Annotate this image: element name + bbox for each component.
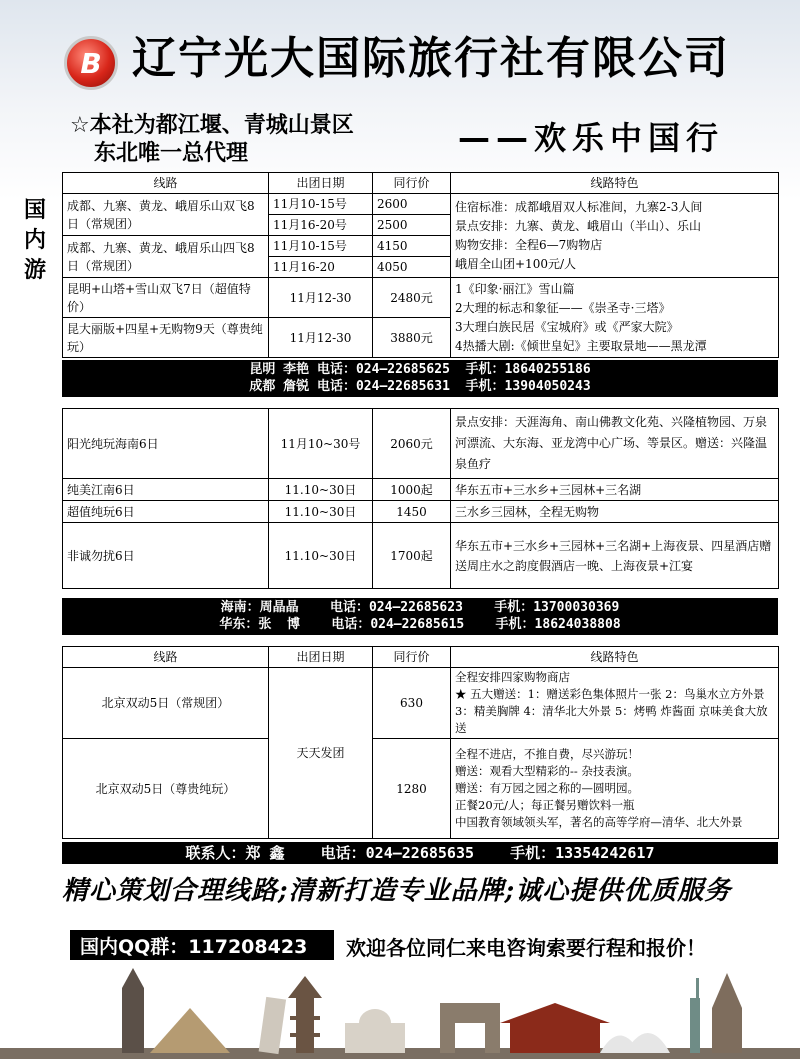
- pagoda-icon: [288, 976, 322, 1053]
- price-cell: 4150: [373, 236, 451, 257]
- agent-line-2: 东北唯一总代理: [94, 141, 249, 166]
- route-cell: 非诚勿扰6日: [63, 523, 269, 589]
- welcome-message: 欢迎各位同仁来电咨询索要行程和报价！: [346, 936, 706, 960]
- price-cell: 2060元: [373, 409, 451, 479]
- route-cell: 昆明+山塔+雪山双飞7日（超值特价）: [63, 278, 269, 318]
- date-cell: 11.10~30日: [269, 479, 373, 501]
- route-cell: 北京双动5日（尊贵纯玩）: [63, 739, 269, 839]
- feature-cell: 全程不进店，不推自费，尽兴游玩！ 赠送：观看大型精彩的-- 杂技表演。 赠送：有万园之园之称的—圆明园。 正餐20元/人；每正餐另赠饮料一瓶 中国教育领域领头军，著名的高等学府—清华、北大外景: [451, 739, 779, 839]
- col-header-date: 出团日期: [269, 173, 373, 194]
- feature-line: 峨眉全山团+100元/人: [455, 256, 577, 271]
- contact-line: 联系人：郑 鑫 电话：024—22685635 手机：13354242617: [185, 844, 655, 862]
- date-cell: 11月12-30: [269, 318, 373, 358]
- feature-cell: 华东五市+三水乡+三园林+三名湖+上海夜景、四星酒店赠送周庄水之韵度假酒店一晚、上海夜景+江宴: [451, 523, 779, 589]
- route-cell: 超值纯玩6日: [63, 501, 269, 523]
- feature-line: 购物安排：全程6—7购物店: [455, 237, 603, 252]
- feature-cell: 三水乡三园林，全程无购物: [451, 501, 779, 523]
- feature-line: 住宿标准：成都峨眉双人标准间，九寨2-3人间: [455, 199, 703, 214]
- contact-line: 海南：周晶晶 电话：024—22685623 手机：13700030369: [220, 600, 620, 615]
- col-header-feature: 线路特色: [451, 173, 779, 194]
- slogan: ——欢乐中国行: [458, 119, 725, 157]
- feature-line: 4热播大剧:《倾世皇妃》主要取景地——黑龙潭: [455, 338, 707, 353]
- col-header-route: 线路: [63, 647, 269, 668]
- feature-cell: 全程安排四家购物商店 ★ 五大赠送：1：赠送彩色集体照片一张 2：鸟巢水立方外景 3：精美胸牌 4：清华北大外景 5：烤鸭 炸酱面 京味美食大放送: [451, 668, 779, 739]
- route-cell: 北京双动5日（常规团）: [63, 668, 269, 739]
- domestic-tour-table-2: [62, 408, 779, 589]
- leaning-tower-icon: [259, 997, 286, 1054]
- statue-of-liberty-icon: [690, 978, 700, 1053]
- company-name: 辽宁光大国际旅行社有限公司: [132, 33, 730, 84]
- col-header-feature: 线路特色: [451, 647, 779, 668]
- arc-de-triomphe-icon: [440, 1003, 500, 1053]
- feature-cell: [451, 278, 779, 358]
- date-cell: 11月10-15号: [269, 236, 373, 257]
- price-cell: 3880元: [373, 318, 451, 358]
- date-cell: 11月12-30: [269, 278, 373, 318]
- price-cell: 2500: [373, 215, 451, 236]
- opera-house-icon: [600, 1033, 670, 1053]
- contact-bar-1: [62, 360, 778, 397]
- price-cell: 1000起: [373, 479, 451, 501]
- beijing-tour-table: [62, 646, 779, 839]
- pyramid-icon: [150, 1008, 230, 1053]
- cathedral-icon: [712, 973, 742, 1053]
- taj-mahal-icon: [345, 1009, 405, 1053]
- date-cell: 天天发团: [269, 668, 373, 839]
- route-cell: 成都、九寨、黄龙、峨眉乐山双飞8日（常规团）: [63, 194, 269, 236]
- col-header-price: 同行价: [373, 647, 451, 668]
- service-motto: 精心策划合理线路;清新打造专业品牌;诚心提供优质服务: [62, 876, 732, 906]
- feature-line: 2大理的标志和象征——《崇圣寺·三塔》: [455, 300, 671, 315]
- price-cell: 4050: [373, 257, 451, 278]
- company-logo: [64, 36, 118, 90]
- feature-line: 景点安排：九寨、黄龙、峨眉山（半山）、乐山: [455, 218, 702, 233]
- col-header-date: 出团日期: [269, 647, 373, 668]
- col-header-route: 线路: [63, 173, 269, 194]
- contact-line: 华东：张 博 电话：024—22685615 手机：18624038808: [219, 617, 621, 632]
- price-cell: 1280: [373, 739, 451, 839]
- route-cell: 昆大丽版+四星+无购物9天（尊贵纯玩）: [63, 318, 269, 358]
- date-cell: 11月16-20号: [269, 215, 373, 236]
- price-cell: 1700起: [373, 523, 451, 589]
- feature-cell: 华东五市+三水乡+三园林+三名湖: [451, 479, 779, 501]
- contact-line: 昆明 李艳 电话：024—22685625 手机：18640255186: [249, 362, 591, 377]
- agent-line-1: ☆本社为都江堰、青城山景区: [70, 113, 354, 138]
- big-ben-icon: [122, 968, 144, 1053]
- date-cell: 11.10~30日: [269, 501, 373, 523]
- feature-line: 3大理白族民居《宝城府》或《严家大院》: [455, 319, 679, 334]
- feature-cell: 景点安排：天涯海角、南山佛教文化苑、兴隆植物园、万泉河漂流、大东海、亚龙湾中心广场、等景区。赠送：兴隆温泉鱼疗: [451, 409, 779, 479]
- agent-notice: [70, 112, 450, 168]
- price-cell: 2600: [373, 194, 451, 215]
- route-cell: 纯美江南6日: [63, 479, 269, 501]
- qq-group-badge: 国内QQ群：117208423: [70, 930, 334, 960]
- feature-line: 1《印象·丽江》雪山篇: [455, 281, 575, 296]
- domestic-tour-label: 国内游: [23, 197, 46, 283]
- route-cell: 成都、九寨、黄龙、峨眉乐山四飞8日（常规团）: [63, 236, 269, 278]
- forbidden-city-icon: [500, 1003, 610, 1053]
- contact-bar-3: [62, 842, 778, 864]
- contact-bar-2: [62, 598, 778, 635]
- logo-letter: B: [80, 46, 102, 80]
- date-cell: 11月10~30号: [269, 409, 373, 479]
- contact-line: 成都 詹锐 电话：024—22685631 手机：13904050243: [249, 379, 591, 394]
- price-cell: 630: [373, 668, 451, 739]
- price-cell: 2480元: [373, 278, 451, 318]
- feature-cell: [451, 194, 779, 278]
- date-cell: 11月16-20: [269, 257, 373, 278]
- price-cell: 1450: [373, 501, 451, 523]
- route-cell: 阳光纯玩海南6日: [63, 409, 269, 479]
- date-cell: 11月10-15号: [269, 194, 373, 215]
- col-header-price: 同行价: [373, 173, 451, 194]
- landmark-skyline-illustration: [0, 968, 800, 1059]
- domestic-tour-table-1: [62, 172, 779, 358]
- date-cell: 11.10~30日: [269, 523, 373, 589]
